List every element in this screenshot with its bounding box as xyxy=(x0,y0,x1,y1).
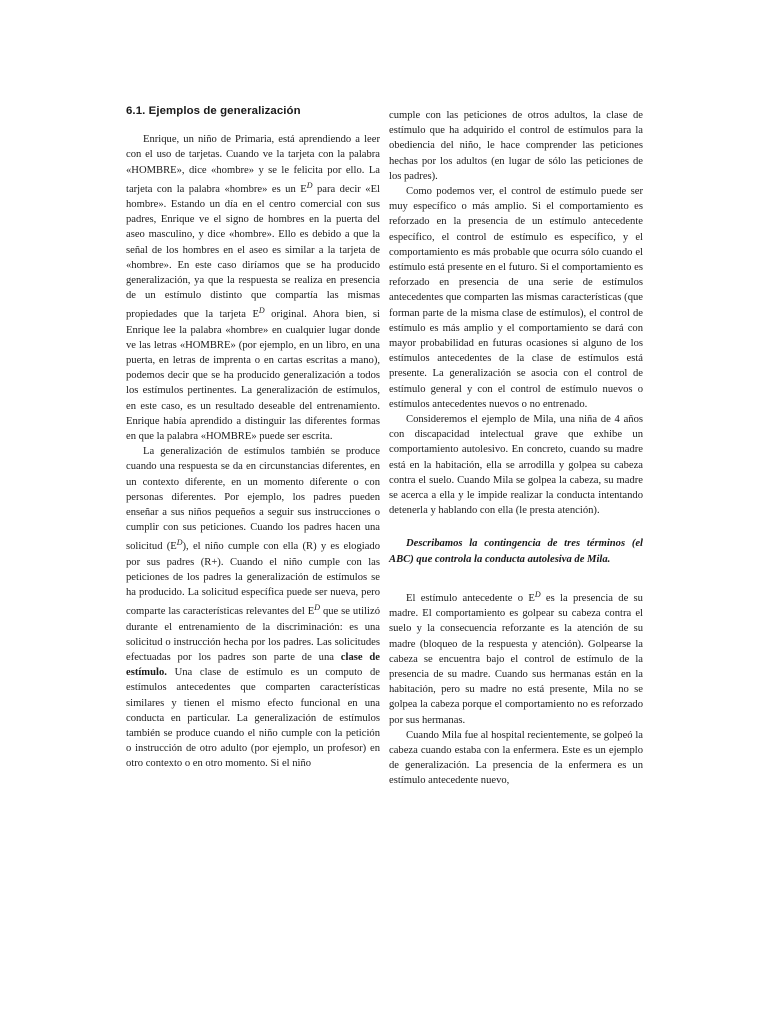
paragraph-enrique: Enrique, un niño de Primaria, está aprendiendo a leer con el uso de tarjetas. Cuando ve la tarjeta con la palabra «HOMBRE», dice «hombre» y se le felicita por ello. La tarjeta con la palabra «hombre» es un $E^D$ para decir «El hombre». Estando un día en el centro comercial con sus padres, Enrique ve el signo de hombres en la puerta del aseo masculino, y dice «hombre». Ello es debido a que la señal de los hombres en el aseo es similar a la tarjeta de «hombre». En este caso diríamos que se ha producido generalización, ya que la respuesta se realiza en presencia de un estímulo distinto que compartía las mismas propiedades que la tarjeta $E^D$ original. Ahora bien, si Enrique lee la palabra «hombre» en cualquier lugar donde ve las letras «HOMBRE» (por ejemplo, en un libro, en una puerta, en letras de imprenta o en cartas escritas a mano), podemos decir que se ha producido generalización a todos los estímulos pertinentes. La generalización de estímulos, en este caso, es un resultado deseable del entrenamiento. Enrique había aprendido a distinguir las diferentes formas en que la palabra «HOMBRE» puede ser escrita. xyxy=(126,134,380,443)
paragraph-generalization: La generalización de estímulos también se produce cuando una respuesta se da en circunstancias diferentes, en un contexto diferente, en un momento diferente o con personas diferentes. Por ejemplo, los padres pueden enseñar a sus niños pequeños a seguir sus instrucciones o cumplir con sus peticiones. Cuando los padres hacen una solicitud $(E^D)$, el niño cumple con ella (R) y es elogiado por sus padres (R+). Cuando el niño cumple con las peticiones de los padres la generalización de estímulos se ha producido. La solicitud específica puede ser nueva, pero comparte las características relevantes del $E^D$ que se utilizó durante el entrenamiento de la discriminación: es una solicitud o instrucción hecha por los padres. Las solicitudes efectuadas por los padres son parte de una clase de estímulo. Una clase de estímulo es un computo de estímulos antecedentes que comparten características similares y tienen el mismo efecto funcional en una conducta en particular. La generalización de estímulos también se produce cuando el niño cumple con la petición o instrucción de otro adulto (por ejemplo, un profesor) en otro contexto o en otro momento. Si el niño xyxy=(126,446,381,770)
paragraph-mila-example: Consideremos el ejemplo de Mila, una niña de 4 años con discapacidad intelectual grave que exhibe un comportamiento autolesivo. En concreto, cuando su madre está en la habitación, ella se arrodilla y golpea su cabeza contra el suelo. Cuando Mila se golpea la cabeza, su madre se acerca a ella y le impide realizar la conducta intentando detenerla y hablando con ella (le presta atención). xyxy=(389,414,643,517)
paragraph-abc-answer: El estímulo antecedente o $E^D$ es la presencia de su madre. El comportamiento es golpear su cabeza contra el suelo y la consecuencia reforzante es la atención de su madre (bloqueo de la respuesta y atención). Golpearse la cabeza se encuentra bajo el control de estímulo de la presencia de su madre. Cuando sus hermanas están en la habitación, pero su madre no está presente, Mila no se golpea la cabeza porque el comportamiento no es reforzado por sus hermanas. xyxy=(389,589,643,726)
paragraph-stimulus-control: Como podemos ver, el control de estímulo puede ser muy específico o más amplio. Si el comportamiento es reforzado en la presencia de un estímulo antecedente específico, el control de estímulo es específico, y el comportamiento es más probable que ocurra sólo cuando el estímulo está presente en el futuro. Si el comportamiento es reforzado en presencia de una serie de estímulos antecedentes que comparten las mismas características (que forman parte de la misma clase de estímulos), el control de estímulo es más amplio y el comportamiento se dará con mayor probabilidad en futuras ocasiones si alguno de los estímulos antecedentes de la clase de estímulos está presente. La generalización se asocia con el control de estímulo general y con el control de estímulo nuevos o estímulos antecedentes nuevos o no entrenado. xyxy=(389,186,643,410)
right-column xyxy=(389,108,643,789)
paragraph-continuation: cumple con las peticiones de otros adultos, la clase de estímulo que ha adquirido el control de estímulos para la obediencia del niño, le hace comprender las peticiones hechas por los adultos (en lugar de sólo las peticiones de los padres). xyxy=(389,110,643,182)
left-column xyxy=(126,104,380,772)
term-clase-de-estimulo: clase de estímulo. xyxy=(126,651,381,679)
exercise-question: Describamos la contingencia de tres términos (el ABC) que controla la conducta autolesiva de Mila. xyxy=(389,538,643,565)
section-heading: 6.1. Ejemplos de generalización xyxy=(126,105,301,117)
paragraph-hospital: Cuando Mila fue al hospital recientemente, se golpeó la cabeza cuando estaba con la enfermera. Este es un ejemplo de generalización. La presencia de la enfermera es un estímulo antecedente nuevo, xyxy=(389,729,643,787)
